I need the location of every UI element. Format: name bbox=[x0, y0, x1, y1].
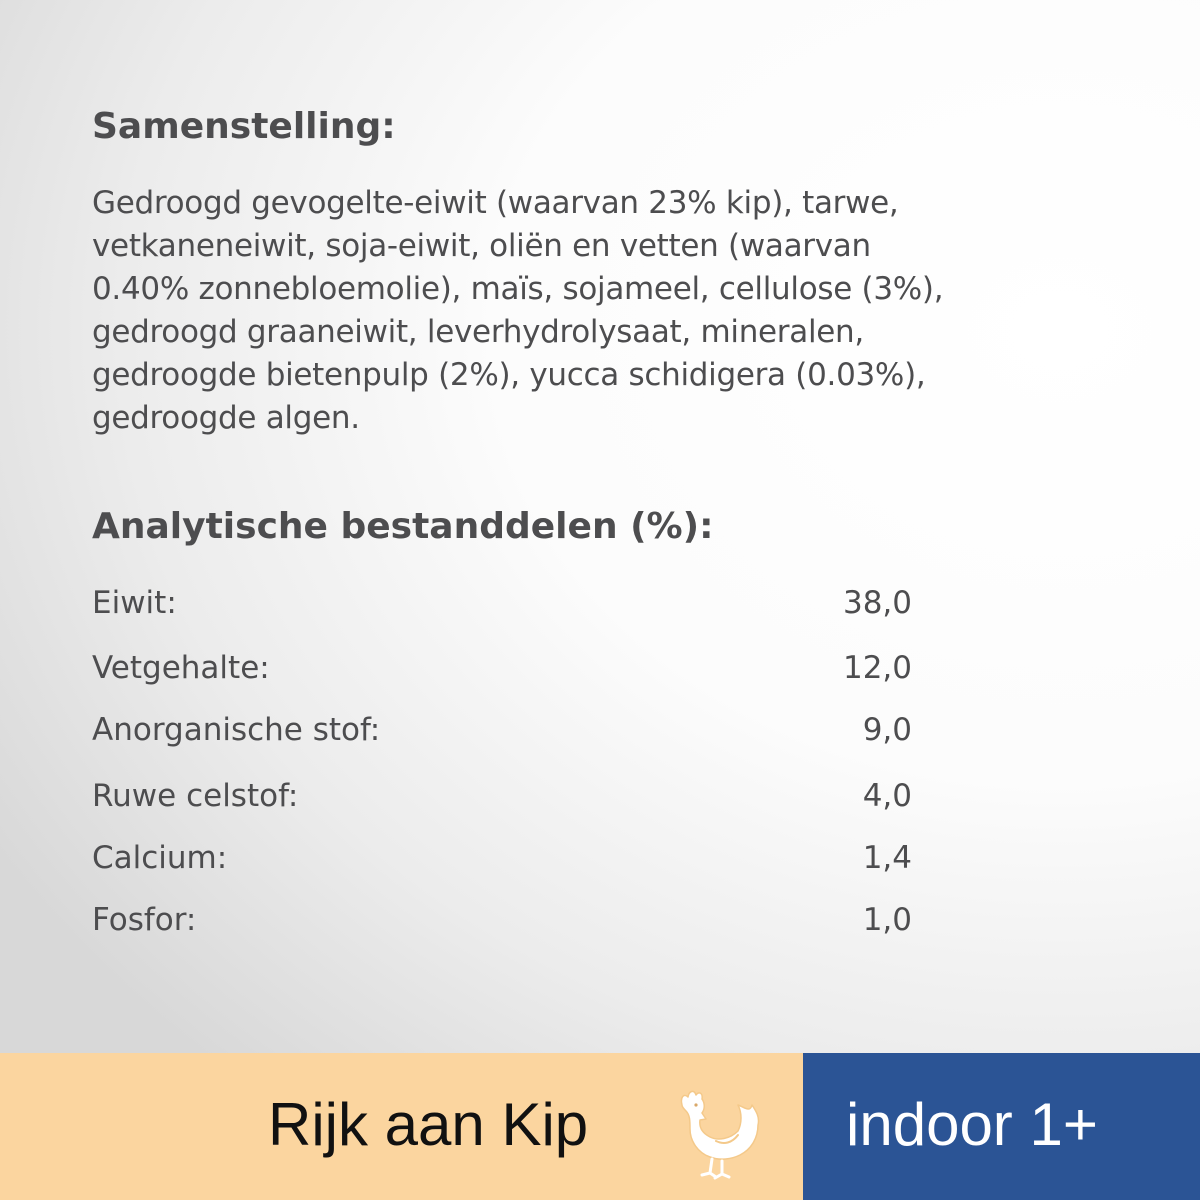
composition-line: 0.40% zonnebloemolie), maïs, sojameel, cellulose (3%), bbox=[92, 271, 944, 307]
composition-heading: Samenstelling: bbox=[92, 106, 396, 147]
chicken-icon bbox=[672, 1075, 767, 1183]
analysis-row-label: Fosfor: bbox=[92, 902, 197, 938]
analysis-row-label: Anorganische stof: bbox=[92, 712, 381, 748]
indoor-label: indoor 1+ bbox=[846, 1091, 1098, 1158]
analysis-row-value: 1,0 bbox=[862, 902, 912, 938]
analysis-row-value: 38,0 bbox=[842, 585, 912, 621]
analysis-row-label: Eiwit: bbox=[92, 585, 177, 621]
composition-line: vetkaneneiwit, soja-eiwit, oliën en vetten (waarvan bbox=[92, 228, 871, 264]
composition-line: gedroogd graaneiwit, leverhydrolysaat, mineralen, bbox=[92, 314, 864, 350]
analysis-row-value: 1,4 bbox=[862, 840, 912, 876]
analysis-heading: Analytische bestanddelen (%): bbox=[92, 506, 714, 547]
analysis-row-value: 4,0 bbox=[862, 778, 912, 814]
analysis-row-value: 9,0 bbox=[862, 712, 912, 748]
composition-line: gedroogde bietenpulp (2%), yucca schidigera (0.03%), bbox=[92, 357, 926, 393]
analysis-row-value: 12,0 bbox=[842, 650, 912, 686]
composition-line: gedroogde algen. bbox=[92, 400, 360, 436]
rich-in-chicken-label: Rijk aan Kip bbox=[268, 1091, 589, 1158]
analysis-row-label: Vetgehalte: bbox=[92, 650, 270, 686]
analysis-row-label: Calcium: bbox=[92, 840, 228, 876]
composition-line: Gedroogd gevogelte-eiwit (waarvan 23% kip), tarwe, bbox=[92, 185, 899, 221]
analysis-row-label: Ruwe celstof: bbox=[92, 778, 299, 814]
